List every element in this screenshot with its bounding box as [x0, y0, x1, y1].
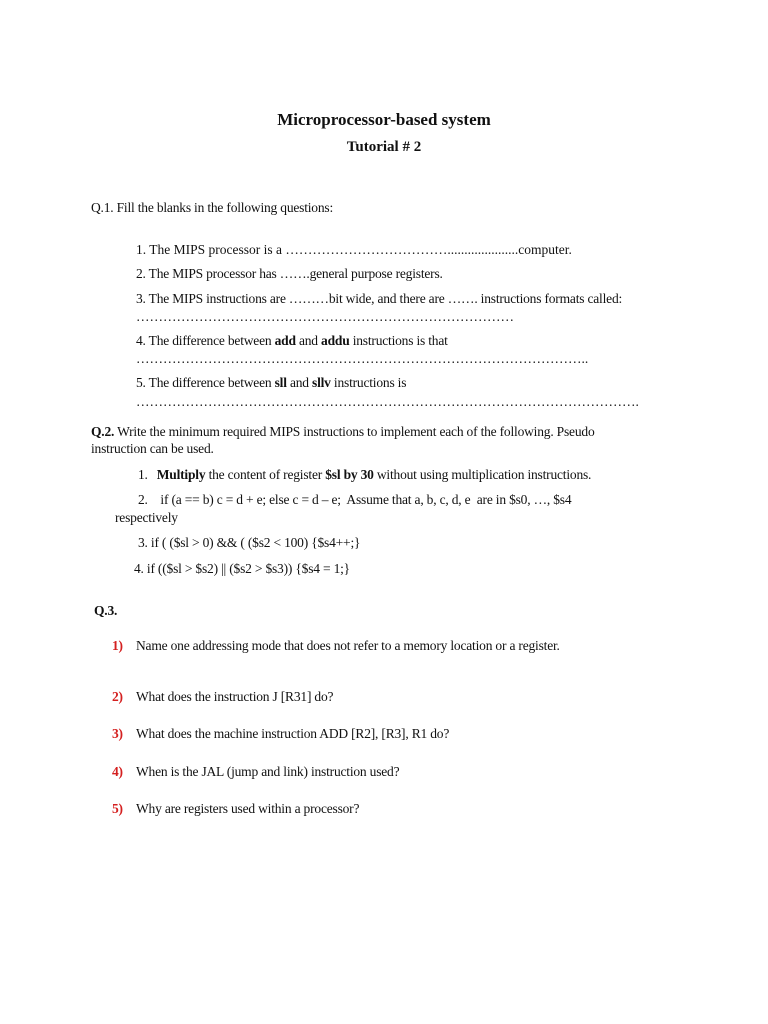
q2-item-3: 3. if ( ($sl > 0) && ( ($s2 < 100) {$s4++;}	[138, 535, 361, 550]
q1-item-4-term-a: add	[274, 333, 296, 348]
q1-item-5-term-b: sllv	[312, 375, 331, 390]
q1-item-1: 1. The MIPS processor is a ……………………………….....................computer.	[136, 242, 572, 257]
q3-item-5-number: 5)	[112, 801, 123, 816]
page-subtitle: Tutorial # 2	[346, 139, 422, 155]
q1-item-4-tail: instructions is that	[349, 333, 448, 348]
q1-item-5-term-a: sll	[274, 375, 287, 390]
q3-item-1-text: Name one addressing mode that does not refer to a memory location or a register.	[136, 638, 560, 653]
q2-item-1-keyword: Multiply	[156, 467, 206, 482]
q3-item-2	[112, 689, 123, 705]
q2-intro-line-2: instruction can be used.	[91, 441, 214, 456]
q3-label: Q.3.	[94, 603, 118, 618]
q1-item-4-term-b: addu	[321, 333, 350, 348]
q1-heading: Q.1. Fill the blanks in the following questions:	[91, 200, 334, 215]
q1-item-3: 3. The MIPS instructions are ………bit wide, and there are ……. instructions formats called:	[136, 291, 623, 306]
q2-label: Q.2.	[91, 424, 115, 439]
q1-item-4-text: 4. The difference between	[136, 333, 275, 348]
q1-item-5-and: and	[286, 375, 313, 390]
q2-item-4: 4. if (($sl > $s2) || ($s2 > $s3)) {$s4 = 1;}	[134, 561, 350, 576]
page-title: Microprocessor-based system	[277, 110, 491, 129]
q1-item-4-blank: ………………………………………………………………………………………..	[136, 351, 589, 366]
q2-intro-line-1: Write the minimum required MIPS instructions to implement each of the following. Pseudo	[114, 424, 595, 439]
q3-item-3-number: 3)	[112, 726, 123, 741]
q1-item-5-blank: ………………………………………………………………………………………………….	[136, 394, 639, 409]
q3-item-4	[112, 764, 123, 780]
q1-item-5-text: 5. The difference between	[136, 375, 275, 390]
q2-item-2: 2. if (a == b) c = d + e; else c = d – e; Assume that a, b, c, d, e are in $s0, …, $s4	[138, 492, 572, 507]
q3-item-5	[112, 801, 123, 817]
q3-item-1-number: 1)	[112, 638, 123, 653]
q3-item-4-number: 4)	[112, 764, 123, 779]
q3-item-5-text: Why are registers used within a processor?	[136, 801, 360, 816]
q1-item-4-and: and	[295, 333, 322, 348]
q3-item-2-text: What does the instruction J [R31] do?	[136, 689, 334, 704]
q1-item-2: 2. The MIPS processor has …….general purpose registers.	[136, 266, 443, 281]
q2-item-1-register: $sl by 30	[325, 467, 374, 482]
q1-item-5	[136, 375, 406, 391]
q2-item-1-text: the content of register	[205, 467, 326, 482]
q2-item-1-tail: without using multiplication instructions.	[373, 467, 592, 482]
q2-intro	[91, 424, 595, 440]
q3-item-1	[112, 638, 123, 654]
q1-item-5-tail: instructions is	[330, 375, 407, 390]
q3-item-3	[112, 726, 123, 742]
q3-item-4-text: When is the JAL (jump and link) instruction used?	[136, 764, 400, 779]
q3-item-2-number: 2)	[112, 689, 123, 704]
q1-item-3-blank: …………………………………………………………………………	[136, 309, 514, 324]
q2-item-1-number: 1.	[138, 467, 148, 482]
q2-item-2-cont: respectively	[115, 510, 178, 525]
q3-item-3-text: What does the machine instruction ADD [R2], [R3], R1 do?	[136, 726, 450, 741]
q2-item-1	[138, 467, 591, 483]
q1-item-4	[136, 333, 448, 349]
